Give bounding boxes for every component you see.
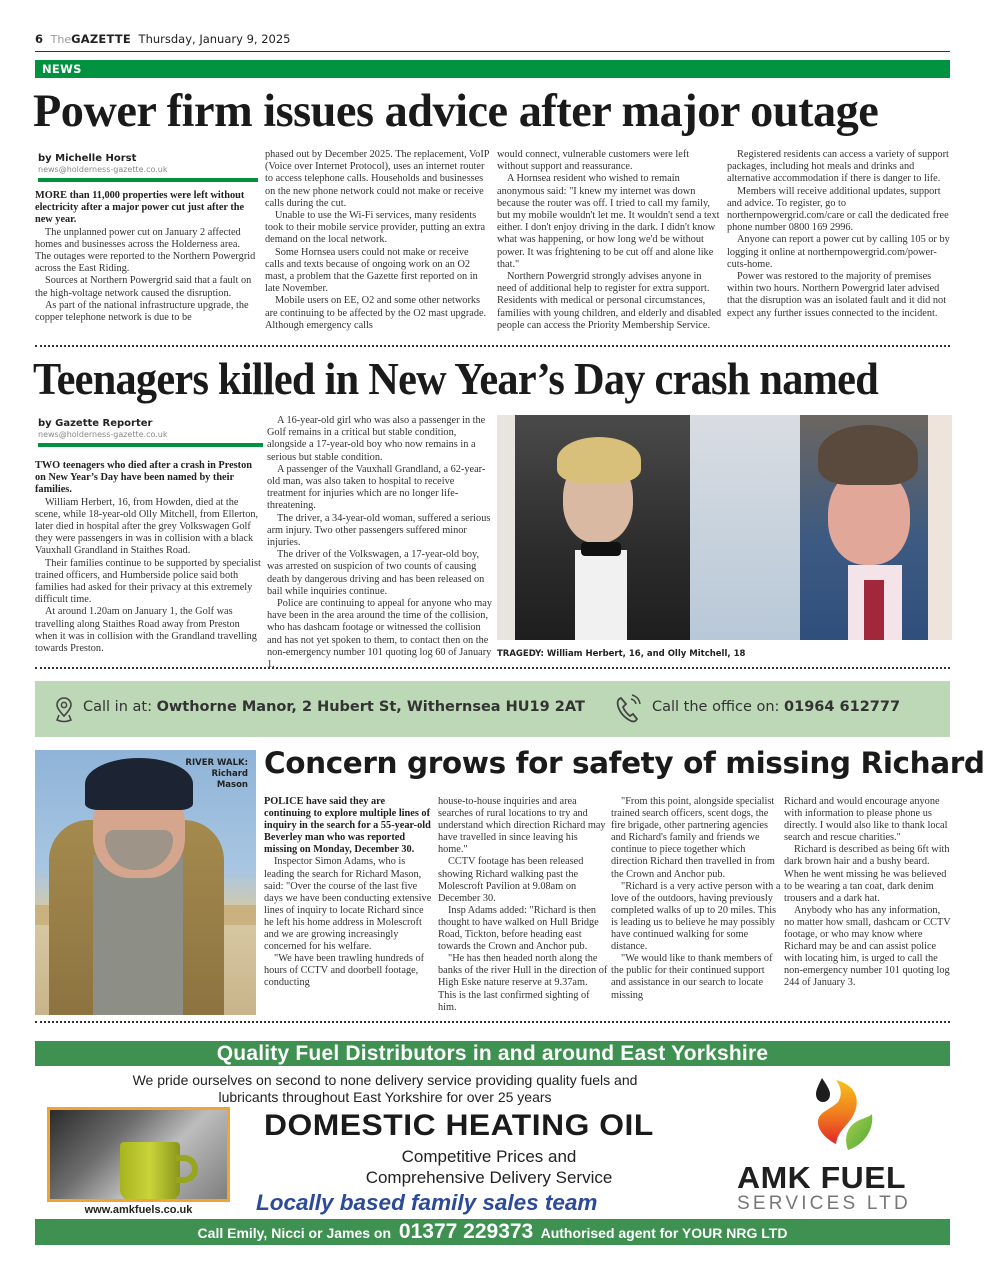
issue-date: Thursday, January 9, 2025 [138, 32, 291, 46]
paragraph: "From this point, alongside specialist trained search officers, scent dogs, the fire brigade, other partnering agencies and Richard's family and friends we continue to piece together which direction Richard then travelled in from the Crown and Anchor pub. [611, 796, 775, 880]
address-label: Call in at: [83, 699, 152, 715]
story2-byline [38, 418, 263, 447]
story3-column-4 [784, 796, 952, 990]
advert-subline-2: lubricants throughout East Yorkshire for over 25 years [218, 1089, 552, 1105]
richard-mason-photo [35, 750, 256, 1015]
advert-product: DOMESTIC HEATING OIL [264, 1109, 654, 1142]
paragraph: Police are continuing to appeal for anyone who may have been in the area around the time of the collision, who has dashcam footage or witnessed the collision and has not yet spoken to them, to contact then on the non-emergency number 101 quoting log 60 of January 1. [267, 598, 493, 671]
paragraph: Richard is described as being 6ft with dark brown hair and a bushy beard. When he went missing he was believed to be wearing a tan coat, dark denim trousers and a dark hat. [784, 844, 950, 904]
advert-subline-1: We pride ourselves on second to none delivery service providing quality fuels and [132, 1072, 638, 1088]
caption-line: Richard [211, 769, 248, 779]
amk-flame-logo-icon [800, 1070, 890, 1160]
paragraph: Power was restored to the majority of premises within two hours. Northern Powergrid later advised that the disruption was an isolated fault and it did not expect any further issues connected to the incident. [727, 271, 947, 319]
address-value: Owthorne Manor, 2 Hubert St, Withernsea HU19 2AT [156, 699, 585, 715]
story3-lead: POLICE have said they are continuing to explore multiple lines of inquiry in the search for a 55-year-old Beverley man who was reported missing on Monday, December 30. [264, 796, 431, 856]
paragraph: Unable to use the Wi-Fi services, many residents took to their mobile service provider, putting an extra demand on the local network. [265, 210, 486, 246]
paragraph: house-to-house inquiries and area searches of rural locations to try and understand which direction Richard may have travelled in since leaving his home." [438, 796, 606, 856]
advert-tagline-1: Competitive Prices and [401, 1147, 577, 1166]
paragraph: Richard and would encourage anyone with information to please phone us directly. I would also like to thank local search and rescue charities." [784, 796, 948, 844]
paragraph: The driver of the Volkswagen, a 17-year-old boy, was arrested on suspicion of two counts of causing death by dangerous driving and has been released on bail while inquiries continue. [267, 549, 485, 597]
paragraph: Members will receive additional updates, support and advice. To register, go to northernpowergrid.com/care or call the dedicated free phone number 0800 169 2996. [727, 185, 949, 234]
advert-tagline-2: Comprehensive Delivery Service [365, 1168, 613, 1187]
paragraph: "We have been trawling hundreds of hours of CCTV and doorbell footage, conducting [264, 953, 425, 989]
photo-background [690, 415, 800, 640]
paragraph: phased out by December 2025. The replacement, VoIP (Voice over Internet Protocol), uses an internet router to access telephone calls. Households and businesses on the new phone network could not make or receive calls during the cut. [265, 149, 490, 209]
story1-lead: MORE than 11,000 properties were left without electricity after a major power cut just after the new year. [35, 190, 245, 226]
mug-handle [176, 1155, 198, 1183]
victims-photo [497, 415, 952, 640]
byline-email[interactable]: news@holderness-gazette.co.uk [38, 430, 168, 439]
advert-subline [35, 1072, 735, 1106]
advert-brand-sub: SERVICES LTD [737, 1193, 911, 1214]
paragraph: Sources at Northern Powergrid said that a fault on the high-voltage network caused the disruption. [35, 275, 252, 299]
advert-slogan: Locally based family sales team [256, 1190, 598, 1215]
paragraph: Insp Adams added: "Richard is then thought to have walked on Hull Bridge Road, Tickton, before heading east towards the Crown and Anchor pub. [438, 904, 599, 953]
advert-footer-phone[interactable]: 01377 229373 [398, 1220, 534, 1243]
paragraph: Anybody who has any information, no matter how small, dashcam or CCTV footage, or who may know where Richard may be and can assist police with locating him, is urged to call the non-emergency number 101 quoting log 244 of January 3. [784, 904, 951, 989]
phone-icon [615, 694, 643, 724]
story3-column-1 [264, 796, 434, 990]
photo-olly-mitchell [800, 415, 928, 640]
location-pin-icon [55, 696, 73, 724]
page-number: 6 [35, 32, 44, 46]
story2-lead: TWO teenagers who died after a crash in Preston on New Year’s Day have been named by their families. [35, 460, 252, 496]
story3-column-2 [438, 796, 608, 1014]
masthead-prefix: The [50, 33, 72, 46]
masthead-name: GAZETTE [71, 32, 131, 46]
story1-headline: Power firm issues advice after major outage [33, 85, 879, 137]
tshirt [93, 855, 183, 1015]
story1-column-1 [35, 190, 257, 324]
advert-footer [35, 1219, 950, 1245]
byline-email[interactable]: news@holderness-gazette.co.uk [38, 165, 168, 174]
story2-column-1 [35, 460, 263, 655]
paragraph: The driver, a 34-year-old woman, suffered a serious arm injury. Two other passengers suffered minor injuries. [267, 512, 491, 549]
byline-rule [38, 443, 263, 447]
paragraph: Their families continue to be supported by specialist trained officers, and Humberside police said both families had asked for their privacy at this extremely difficult time. [35, 557, 261, 606]
contact-bar [35, 681, 950, 737]
story1-column-4 [727, 149, 952, 320]
paragraph: Registered residents can access a variety of support packages, including hot meals and drinks and alternative accommodation if there is danger to life. [727, 149, 949, 185]
dotted-divider [35, 345, 950, 347]
paragraph: The unplanned power cut on January 2 affected homes and businesses across the Holderness area. The outages were reported to the Northern Powergrid across the East Riding. [35, 226, 256, 275]
phone-text [652, 699, 900, 715]
byline-author: by Gazette Reporter [38, 418, 153, 429]
advert-photo-mug [47, 1107, 230, 1202]
section-label: NEWS [42, 62, 82, 76]
story3-column-3 [611, 796, 781, 1002]
advert-headline: Quality Fuel Distributors in and around East Yorkshire [35, 1041, 950, 1066]
mug [120, 1142, 180, 1200]
paragraph: Northern Powergrid strongly advises anyone in need of additional help to register for extra support. Residents with medical or personal circumstances, families with young children, and elderly and disabled people can access the Priority Membership Service. [497, 271, 722, 331]
dotted-divider [35, 1021, 950, 1023]
advert-website[interactable]: www.amkfuels.co.uk [84, 1204, 193, 1216]
paragraph: A 16-year-old girl who was also a passenger in the Golf remains in a critical but stable condition, alongside a 17-year-old boy who now remains in a serious but stable condition. [267, 415, 486, 463]
header-rule [35, 51, 950, 52]
paragraph: Some Hornsea users could not make or receive calls and texts because of ongoing work on an O2 mast, a problem that the Gazette first reported on in late November. [265, 246, 478, 295]
story3-headline: Concern grows for safety of missing Richard [264, 746, 985, 780]
byline-rule [38, 178, 258, 182]
story1-byline [38, 153, 258, 182]
paragraph: At around 1.20am on January 1, the Golf was travelling along Staithes Road away from Preston when it was in collision with the Grandland travelling towards Preston. [35, 606, 257, 655]
advert-footer-post: Authorised agent for YOUR NRG LTD [540, 1225, 788, 1241]
advert-footer-pre: Call Emily, Nicci or James on [197, 1225, 392, 1241]
photo-edge [928, 415, 952, 640]
phone-label: Call the office on: [652, 699, 780, 715]
paragraph: A passenger of the Vauxhall Grandland, a 62-year-old man, was also taken to hospital to receive treatment for injuries which are no longer life-threatening. [267, 463, 486, 512]
address-text [83, 699, 585, 715]
byline-author: by Michelle Horst [38, 153, 137, 164]
dotted-divider [35, 667, 950, 669]
paragraph: A Hornsea resident who wished to remain anonymous said: "I knew my internet was down because the router was off. I tried to call my family, but my mobile wouldn't let me. It wouldn't send a text either. I don't enjoy driving in the dark. I didn't know what was happening, or how long we'd be without power. It was frightening to be cut off and alone like that." [497, 173, 720, 270]
phone-number[interactable]: 01964 612777 [784, 699, 901, 715]
story2-headline: Teenagers killed in New Year’s Day crash named [33, 353, 879, 404]
paragraph: William Herbert, 16, from Howden, died at the scene, while 18-year-old Olly Mitchell, from Ellerton, later died in hospital after the grey Volkswagen Golf they were passengers in was in collision with a black Vauxhall Grandland in Staithes Road. [35, 496, 259, 557]
paragraph: would connect, vulnerable customers were left without support and reassurance. [497, 149, 690, 173]
advert-tagline [264, 1146, 714, 1188]
caption-line: RIVER WALK: [185, 758, 248, 768]
paragraph: Mobile users on EE, O2 and some other networks are continuing to be affected by the O2 mast upgrade. Although emergency calls [265, 295, 487, 331]
photo-caption: TRAGEDY: William Herbert, 16, and Olly Mitchell, 18 [497, 649, 746, 659]
page-folio [35, 32, 290, 46]
paragraph: Inspector Simon Adams, who is leading the search for Richard Mason, said: "Over the course of the last five days we have been conducting extensive lines of inquiry to locate Richard since he left his home address in Molescroft and we are growing increasingly concerned for his welfare. [264, 856, 432, 953]
paragraph: As part of the national infrastructure upgrade, the copper telephone network is due to be [35, 299, 249, 324]
section-bar [35, 60, 950, 78]
advert-brand-name: AMK FUEL [737, 1160, 907, 1195]
photo-william-herbert [515, 415, 690, 640]
photo-caption [185, 758, 248, 791]
paragraph: CCTV footage has been released showing Richard walking past the Molescroft Pavilion at 9.08am on December 30. [438, 856, 584, 904]
paragraph: Anyone can report a power cut by calling 105 or by logging it online at northernpowergrid.com/power-cuts-home. [727, 234, 950, 270]
paragraph: "He has then headed north along the banks of the river Hull in the direction of High Eske nature reserve at 9.37am. This is the last confirmed sighting of him. [438, 953, 608, 1013]
paragraph: "We would like to thank members of the public for their continued support and assistance in our search to locate missing [611, 953, 773, 1001]
story1-column-2 [265, 149, 490, 332]
beanie [85, 758, 193, 810]
story1-column-3 [497, 149, 723, 332]
paragraph: "Richard is a very active person with a love of the outdoors, having previously completed walks of up to 20 miles. This is leading us to believe he may possibly have continued walking for some distance. [611, 880, 781, 953]
caption-line: Mason [216, 780, 248, 790]
story2-column-2 [267, 415, 493, 671]
